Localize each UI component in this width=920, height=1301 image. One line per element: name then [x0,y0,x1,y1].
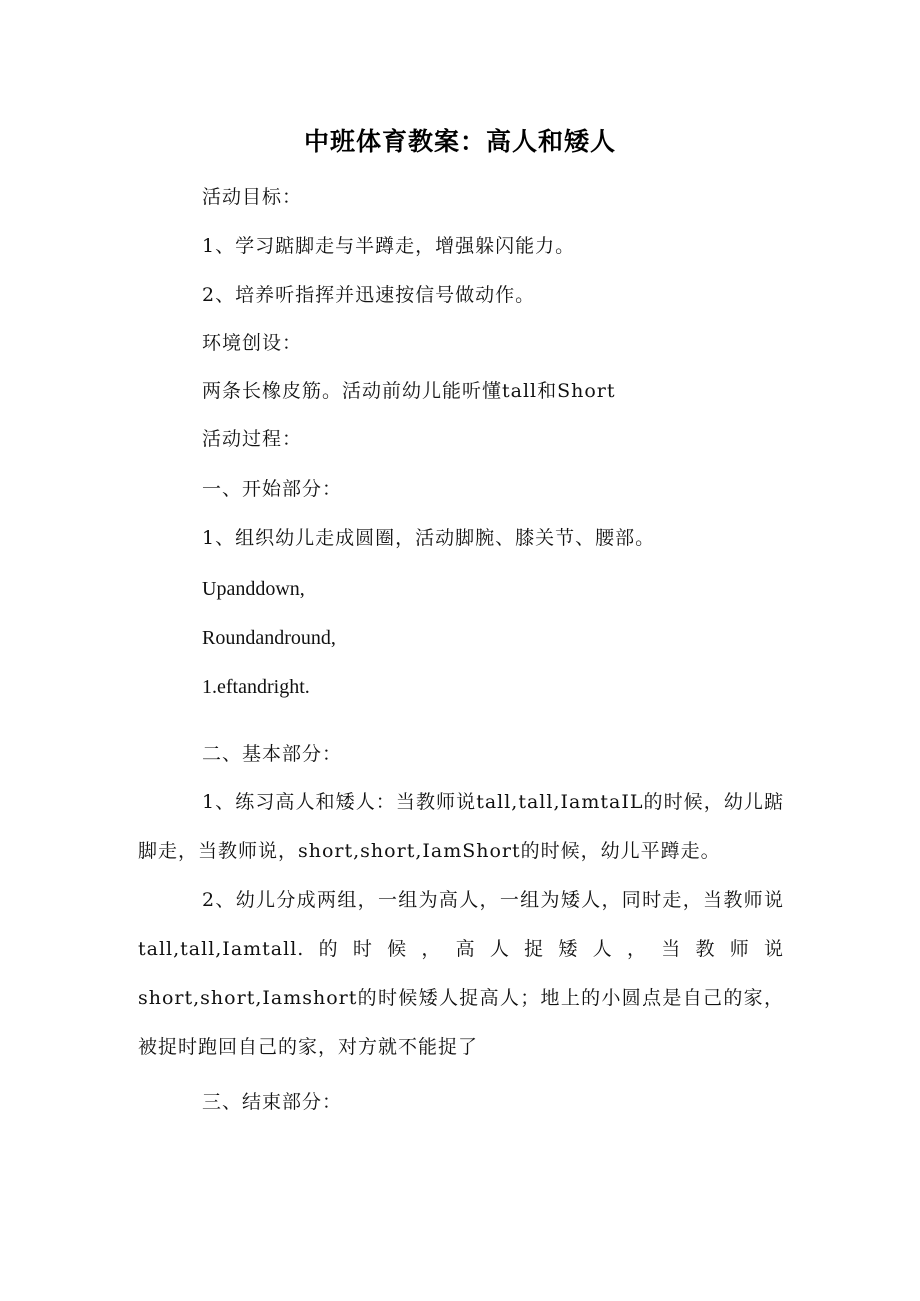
chant-line-3: 1.eftandright. [202,676,310,698]
goal-2: 2、培养听指挥并迅速按信号做动作。 [202,284,536,306]
part2-heading: 二、基本部分： [202,743,343,765]
process-heading: 活动过程： [202,428,303,450]
part2-step2: 2、幼儿分成两组，一组为高人，一组为矮人，同时走，当教师说tall,tall,Iamtall.的时候，高人捉矮人，当教师说short,short,Iamshort的时候矮人捉高人；地上的小圆点是自己的家，被捉时跑回自己的家，对方就不能捉了 [138,889,784,1058]
environment-text: 两条长橡皮筋。活动前幼儿能听懂tall和Short [202,380,616,402]
goal-1: 1、学习踮脚走与半蹲走，增强躲闪能力。 [202,235,576,257]
part1-heading: 一、开始部分： [202,478,343,500]
goals-heading: 活动目标： [202,186,303,208]
part3-heading: 三、结束部分： [202,1091,343,1113]
part1-step1: 1、组织幼儿走成圆圈，活动脚腕、膝关节、腰部。 [202,527,656,549]
chant-line-1: Upanddown, [202,578,305,600]
part2-step1: 1、练习高人和矮人：当教师说tall,tall,IamtaIL的时候，幼儿踮脚走，当教师说，short,short,IamShort的时候，幼儿平蹲走。 [138,791,784,862]
chant-line-2: Roundandround, [202,627,336,649]
document-title: 中班体育教案：高人和矮人 [303,127,616,156]
environment-heading: 环境创设： [202,332,303,354]
